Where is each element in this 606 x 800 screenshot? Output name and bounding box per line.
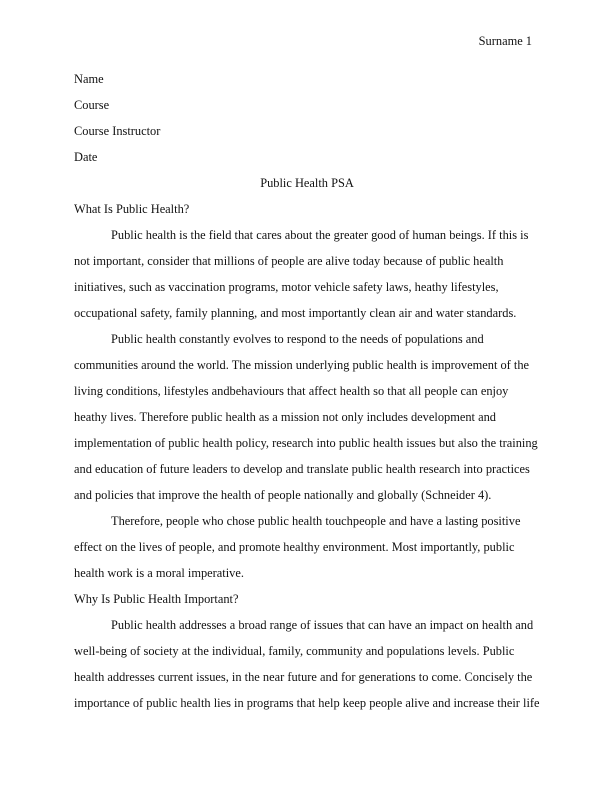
paragraph-line: effect on the lives of people, and promote healthy environment. Most importantly, public <box>74 540 515 554</box>
paragraph-line: well-being of society at the individual, family, community and populations levels. Public <box>74 644 515 658</box>
running-head: Surname 1 <box>478 34 532 48</box>
paragraph-line: living conditions, lifestyles andbehaviours that affect health so that all people can enjoy <box>74 384 509 398</box>
paragraph-line: importance of public health lies in programs that help keep people alive and increase their life <box>74 696 540 710</box>
paragraph-line: and policies that improve the health of people nationally and globally (Schneider 4). <box>74 488 492 502</box>
paragraph-line: health addresses current issues, in the near future and for generations to come. Concisely the <box>74 670 533 684</box>
paragraph <box>74 222 540 326</box>
paragraph-line: initiatives, such as vaccination programs, motor vehicle safety laws, heathy lifestyles, <box>74 280 499 294</box>
section-heading: What Is Public Health? <box>74 202 190 216</box>
paragraph-line: communities around the world. The mission underlying public health is improvement of the <box>74 358 530 372</box>
paragraph-line: Therefore, people who chose public health touchpeople and have a lasting positive <box>111 514 521 528</box>
document-body <box>74 66 540 716</box>
paragraph-line: implementation of public health policy, research into public health issues but also the training <box>74 436 538 450</box>
student-name: Name <box>74 72 104 86</box>
paragraph <box>74 612 540 716</box>
paragraph-line: Public health constantly evolves to respond to the needs of populations and <box>111 332 484 346</box>
paragraph <box>74 508 540 586</box>
section-heading: Why Is Public Health Important? <box>74 592 239 606</box>
paragraph-line: occupational safety, family planning, and most importantly clean air and water standards. <box>74 306 517 320</box>
course-name: Course <box>74 98 110 112</box>
paragraph-line: health work is a moral imperative. <box>74 566 244 580</box>
paragraph <box>74 326 540 508</box>
document-title: Public Health PSA <box>260 176 354 190</box>
paragraph-line: Public health is the field that cares about the greater good of human beings. If this is <box>111 228 529 242</box>
document-date: Date <box>74 150 98 164</box>
paragraph-line: heathy lives. Therefore public health as a mission not only includes development and <box>74 410 496 424</box>
paragraph-line: not important, consider that millions of people are alive today because of public health <box>74 254 504 268</box>
paragraph-line: and education of future leaders to develop and translate public health research into practices <box>74 462 530 476</box>
course-instructor: Course Instructor <box>74 124 161 138</box>
paragraph-line: Public health addresses a broad range of issues that can have an impact on health and <box>111 618 534 632</box>
